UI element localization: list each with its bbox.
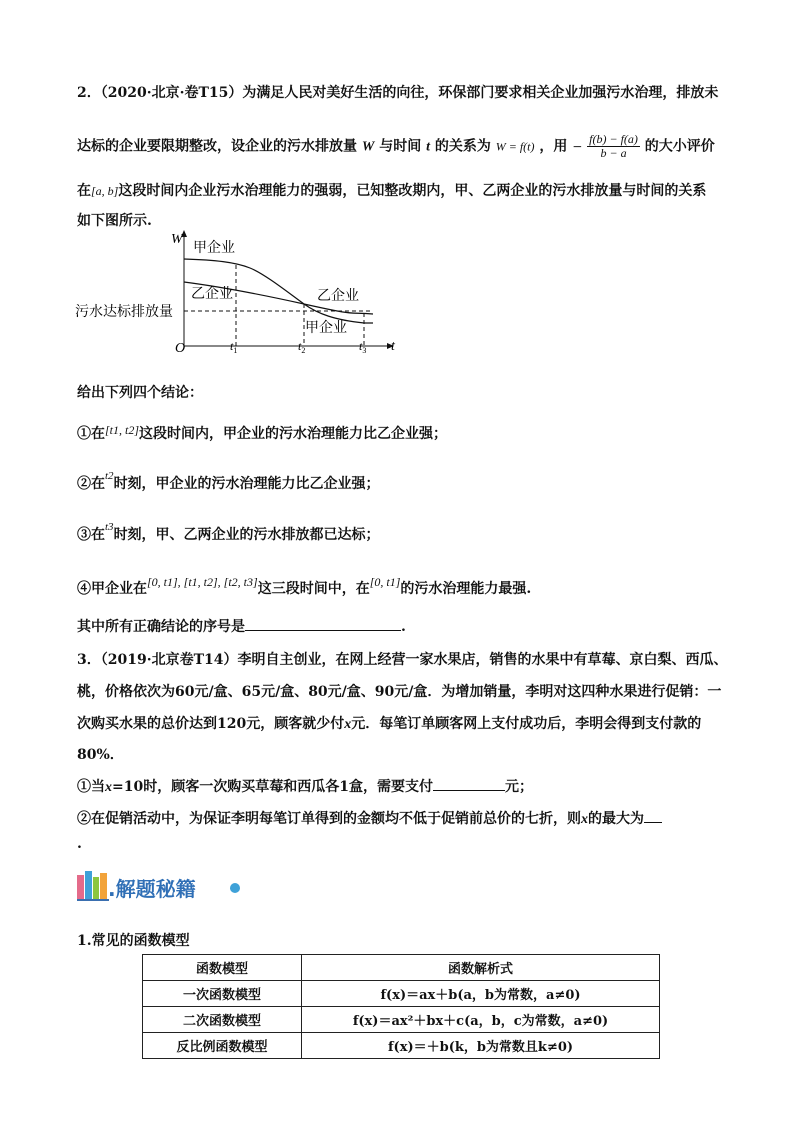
q3-part-2-a: ②在促销活动中，为保证李明每笔订单得到的金额均不低于促销前总价的七折，则: [77, 811, 581, 827]
function-models-table: [142, 954, 660, 1059]
q3-line-2: 桃，价格依次为60元/盒、65元/盒、80元/盒、90元/盒．为增加销量，李明对这四种水果进行促销：一: [77, 684, 722, 700]
q3-line-4: 80%．: [77, 747, 124, 763]
q2-line-2-c: 的关系为: [434, 138, 491, 155]
max-x-blank[interactable]: [644, 809, 662, 823]
answer-blank[interactable]: [245, 617, 401, 631]
books-icon: [77, 871, 109, 900]
q3-line-3-a: 次购买水果的总价达到120元，顾客就少付: [77, 716, 345, 732]
interval-t1-t2: [t1, t2]: [105, 423, 140, 437]
three-intervals: [0, t1], [t1, t2], [t2, t3]: [147, 575, 258, 589]
interval-a-b: [a, b]: [91, 184, 119, 198]
banner-title: .解题秘籍: [108, 877, 196, 901]
q2-line-3-b: 这段时间内企业污水治理能力的强弱，已知整改期内，甲、乙两企业的污水排放量与时间的关系: [118, 183, 707, 199]
var-x-3: x: [581, 812, 588, 827]
conclusion-2-a: ②在: [77, 476, 105, 492]
answer-period: .: [401, 619, 406, 635]
q2-line-2-a: 达标的企业要限期整改，设企业的污水排放量: [77, 138, 357, 155]
conclusion-1-a: ①在: [77, 426, 105, 442]
conclusion-4-c: 的污水治理能力最强.: [400, 581, 532, 597]
q2-line-2-b: 与时间: [379, 138, 422, 155]
row-1-model: 一次函数模型: [143, 981, 302, 1007]
tick-label-t1: [230, 339, 237, 355]
row-3-formula: f(x)＝＋b(k，b为常数且k≠0): [302, 1033, 660, 1059]
tick-label-t3: [359, 339, 366, 355]
q2-line-3: [77, 180, 706, 200]
q3-part-2-b: 的最大为: [588, 811, 644, 827]
q2-line-4: 如下图所示.: [77, 213, 152, 229]
solution-tips-banner: [77, 867, 257, 905]
x-axis-label: t: [391, 339, 395, 354]
table-row: [143, 981, 660, 1007]
q3-part-1-b: =10时，顾客一次购买草莓和西瓜各1盒，需要支付: [112, 779, 433, 795]
row-1-formula: f(x)＝ax＋b(a，b为常数，a≠0): [302, 981, 660, 1007]
q3-part-1-c: 元；: [504, 779, 533, 795]
q3-part-1: [77, 776, 533, 796]
header-formula: 函数解析式: [302, 955, 660, 981]
table-row: [143, 1007, 660, 1033]
q2-line-2: [77, 133, 715, 160]
row-3-model: 反比例函数模型: [143, 1033, 302, 1059]
row-2-formula: f(x)＝ax²＋bx＋c(a，b，c为常数，a≠0): [302, 1007, 660, 1033]
answer-prompt: 其中所有正确结论的序号是: [77, 619, 245, 635]
conclusion-1: [77, 423, 447, 443]
var-x: x: [344, 717, 352, 732]
conclusion-2: [77, 470, 380, 493]
series-label-jia-right: 甲企业: [305, 321, 347, 336]
tick-t1-main: t: [230, 339, 234, 353]
origin-label: O: [175, 341, 186, 356]
q3-line-3: [77, 713, 701, 733]
fraction-numerator: f(b) − f(a): [589, 132, 638, 146]
tick-t3-sub: 3: [362, 346, 367, 355]
table-row: [143, 1033, 660, 1059]
rate-fraction: [587, 133, 640, 160]
conclusion-4-a: ④甲企业在: [77, 581, 147, 597]
tick-t2-main: t: [298, 339, 302, 353]
conclusion-1-b: 这段时间内，甲企业的污水治理能力比乙企业强；: [139, 426, 448, 442]
var-x-2: x: [105, 780, 112, 795]
banner-dot-icon: [230, 883, 240, 893]
conclusion-3-a: ③在: [77, 527, 105, 543]
section-heading: 1.常见的函数模型: [77, 933, 190, 949]
answer-line: [77, 616, 406, 636]
q2-line-2-d: ，用: [539, 138, 568, 155]
tick-t1-sub: 1: [233, 346, 238, 355]
conclusions-intro: 给出下列四个结论：: [77, 385, 203, 401]
header-model: 函数模型: [143, 955, 302, 981]
time-t3: t3: [105, 521, 114, 533]
threshold-label: 污水达标排放量: [75, 305, 173, 320]
conclusion-4-b: 这三段时间中，在: [257, 581, 370, 597]
q3-line-1: 3．（2019·北京卷T14）李明自主创业，在网上经营一家水果店，销售的水果中有草莓、京白梨、西瓜、: [77, 652, 728, 668]
q3-line-3-b: 元．每笔订单顾客网上支付成功后，李明会得到支付款的: [351, 716, 702, 732]
row-2-model: 二次函数模型: [143, 1007, 302, 1033]
interval-0-t1: [0, t1]: [369, 575, 401, 589]
q2-line-1: 2．（2020·北京·卷T15）为满足人民对美好生活的向往，环保部门要求相关企业加强污水治理，排放未: [77, 85, 719, 101]
series-label-jia-top: 甲企业: [193, 241, 235, 256]
q3-part-2: [77, 808, 662, 828]
var-w: W: [361, 139, 375, 155]
q3-part-1-a: ①当: [77, 779, 105, 795]
q2-line-3-a: 在: [77, 183, 91, 199]
q2-line-2-e: 的大小评价: [644, 138, 715, 155]
y-axis-label: W: [171, 232, 183, 247]
series-label-yi-left: 乙企业: [191, 287, 233, 302]
time-t2: t2: [105, 470, 114, 482]
q3-line-end: .: [77, 836, 82, 852]
table-header-row: [143, 955, 660, 981]
conclusion-3-b: 时刻，甲、乙两企业的污水排放都已达标；: [113, 527, 380, 543]
fraction-denominator: b − a: [600, 146, 627, 160]
formula-w-eq-f-t: W = f(t): [495, 139, 535, 154]
series-label-yi-right: 乙企业: [317, 289, 359, 304]
tick-t2-sub: 2: [301, 346, 306, 355]
var-t: t: [426, 139, 430, 155]
tick-t3-main: t: [359, 339, 363, 353]
minus-sign: −: [572, 139, 583, 154]
conclusion-4: [77, 575, 532, 598]
discharge-chart: [75, 228, 405, 356]
payment-blank[interactable]: [433, 777, 505, 791]
conclusion-3: [77, 521, 380, 544]
conclusion-2-b: 时刻，甲企业的污水治理能力比乙企业强；: [113, 476, 380, 492]
